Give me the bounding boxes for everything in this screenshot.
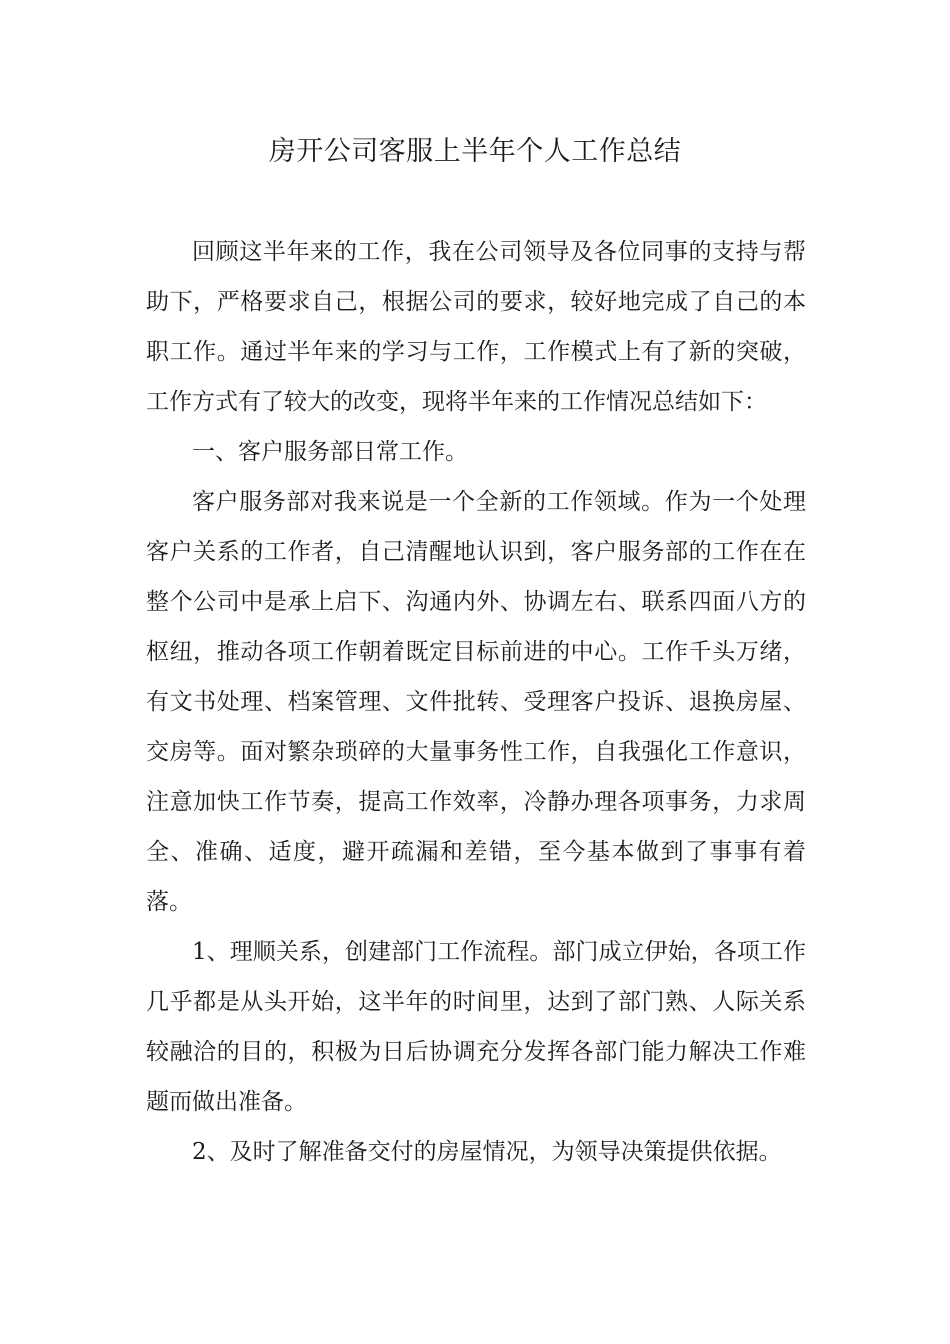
paragraph-item-1: 1、理顺关系，创建部门工作流程。部门成立伊始，各项工作几乎都是从头开始，这半年的时间里，达到了部门熟、人际关系较融洽的目的，积极为日后协调充分发挥各部门能力解决工作难题而做出准备。 <box>146 939 806 1115</box>
paragraph-intro: 回顾这半年来的工作，我在公司领导及各位同事的支持与帮助下，严格要求自己，根据公司的要求，较好地完成了自己的本职工作。通过半年来的学习与工作，工作模式上有了新的突破，工作方式有了较大的改变，现将半年来的工作情况总结如下： <box>146 239 806 415</box>
document-title: 房开公司客服上半年个人工作总结 <box>268 136 682 167</box>
paragraph-customer-service: 客户服务部对我来说是一个全新的工作领域。作为一个处理客户关系的工作者，自己清醒地认识到，客户服务部的工作在在整个公司中是承上启下、沟通内外、协调左右、联系四面八方的枢纽，推动各项工作朝着既定目标前进的中心。工作千头万绪，有文书处理、档案管理、文件批转、受理客户投诉、退换房屋、交房等。面对繁杂琐碎的大量事务性工作，自我强化工作意识，注意加快工作节奏，提高工作效率，冷静办理各项事务，力求周全、准确、适度，避开疏漏和差错，至今基本做到了事事有着落。 <box>146 489 806 915</box>
document-body <box>146 227 806 1177</box>
paragraph-item-2: 2、及时了解准备交付的房屋情况，为领导决策提供依据。 <box>192 1139 782 1165</box>
paragraph-section-heading: 一、客户服务部日常工作。 <box>192 439 468 465</box>
